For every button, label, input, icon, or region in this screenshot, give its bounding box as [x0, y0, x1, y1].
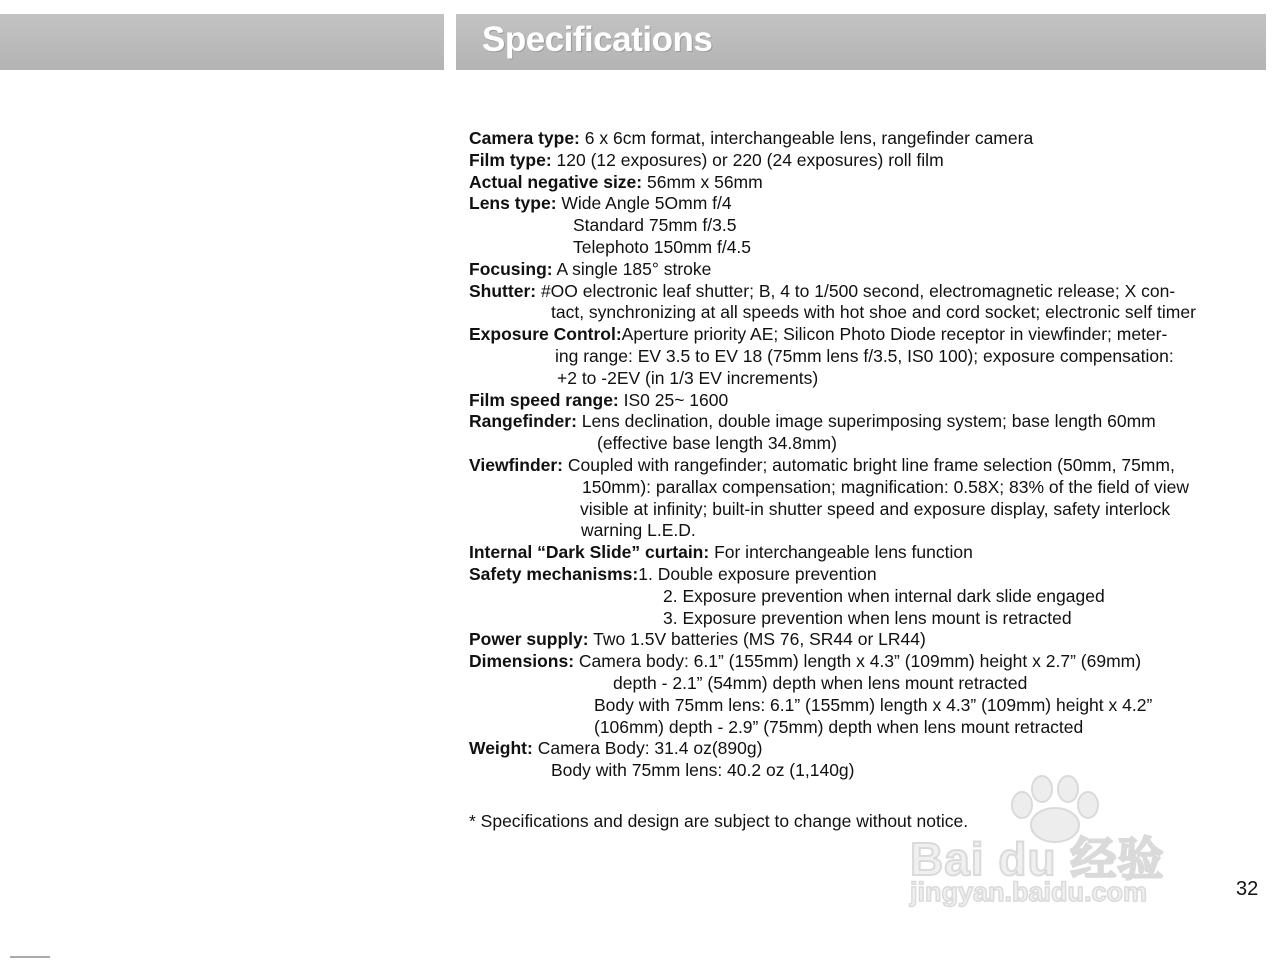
spec-value: 1. Double exposure prevention: [638, 563, 877, 584]
spec-key: Power supply:: [469, 629, 589, 650]
spec-value: ing range: EV 3.5 to EV 18 (75mm lens f/3.5, IS0 100); exposure compensation:: [555, 345, 1174, 366]
spec-value: Two 1.5V batteries (MS 76, SR44 or LR44): [588, 629, 926, 650]
spec-line: [469, 433, 1259, 455]
spec-line: [469, 564, 1259, 586]
spec-line: [469, 346, 1259, 368]
spec-value: tact, synchronizing at all speeds with hot shoe and cord socket; electronic self timer: [551, 302, 1196, 323]
spec-key: Film type:: [469, 149, 552, 170]
spec-line: [469, 390, 1259, 412]
spec-line: [469, 368, 1259, 390]
spec-line: [469, 608, 1259, 630]
specifications-list: [469, 128, 1259, 782]
spec-key: Viewfinder:: [469, 454, 564, 475]
spec-value: 2. Exposure prevention when internal dark slide engaged: [663, 585, 1105, 606]
spec-key: Dimensions:: [469, 651, 575, 672]
spec-line: [469, 542, 1259, 564]
spec-value: (effective base length 34.8mm): [597, 433, 837, 454]
spec-line: [469, 302, 1259, 324]
spec-value: Lens declination, double image superimposing system; base length 60mm: [576, 411, 1156, 432]
spec-line: [469, 324, 1259, 346]
spec-line: [469, 172, 1259, 194]
spec-key: Internal “Dark Slide” curtain:: [469, 542, 710, 563]
spec-value: 150mm): parallax compensation; magnification: 0.58X; 83% of the field of view: [582, 476, 1189, 497]
spec-value: visible at infinity; built-in shutter speed and exposure display, safety interlock: [580, 498, 1171, 519]
spec-value: 6 x 6cm format, interchangeable lens, rangefinder camera: [579, 128, 1034, 148]
header-band-left: [0, 14, 444, 70]
spec-key: Focusing:: [469, 258, 553, 279]
spec-line: [469, 193, 1259, 215]
spec-value: Body with 75mm lens: 40.2 oz (1,140g): [551, 760, 855, 781]
spec-line: [469, 128, 1259, 150]
spec-key: Camera type:: [469, 128, 580, 148]
spec-key: Safety mechanisms:: [469, 563, 639, 584]
watermark-url: jingyan.baidu.com: [910, 877, 1148, 907]
spec-value: 3. Exposure prevention when lens mount is retracted: [663, 607, 1072, 628]
spec-line: [469, 651, 1259, 673]
spec-line: [469, 477, 1259, 499]
spec-value: Body with 75mm lens: 6.1” (155mm) length x 4.3” (109mm) height x 4.2”: [594, 694, 1153, 715]
spec-line: [469, 281, 1259, 303]
spec-value: +2 to -2EV (in 1/3 EV increments): [557, 367, 819, 388]
spec-line: [469, 717, 1259, 739]
spec-line: [469, 586, 1259, 608]
spec-line: [469, 695, 1259, 717]
spec-key: Shutter:: [469, 280, 537, 301]
spec-key: Rangefinder:: [469, 411, 577, 432]
spec-line: [469, 215, 1259, 237]
spec-value: (106mm) depth - 2.9” (75mm) depth when lens mount retracted: [594, 716, 1084, 737]
spec-value: Standard 75mm f/3.5: [573, 215, 737, 236]
spec-line: [469, 411, 1259, 433]
spec-line: [469, 259, 1259, 281]
spec-key: Film speed range:: [469, 389, 619, 410]
spec-value: Coupled with rangefinder; automatic bright line frame selection (50mm, 75mm,: [563, 454, 1175, 475]
page-title: Specifications: [482, 20, 713, 59]
spec-value: Camera Body: 31.4 oz(890g): [532, 738, 763, 759]
spec-value: Aperture priority AE; Silicon Photo Diode receptor in viewfinder; meter-: [621, 324, 1168, 345]
spec-line: [469, 520, 1259, 542]
spec-line: [469, 673, 1259, 695]
spec-value: 56mm x 56mm: [642, 171, 763, 192]
watermark-brand: Bai du 经验: [910, 833, 1165, 885]
spec-value: warning L.E.D.: [581, 520, 696, 541]
header-band: [456, 14, 1266, 70]
spec-line: [469, 629, 1259, 651]
spec-key: Lens type:: [469, 193, 557, 214]
spec-key: Actual negative size:: [469, 171, 643, 192]
spec-key: Weight:: [469, 738, 533, 759]
spec-line: [469, 455, 1259, 477]
spec-line: [469, 150, 1259, 172]
spec-value: #OO electronic leaf shutter; B, 4 to 1/500 second, electromagnetic release; X con-: [536, 280, 1176, 301]
spec-value: IS0 25~ 1600: [618, 389, 729, 410]
spec-value: Camera body: 6.1” (155mm) length x 4.3” (109mm) height x 2.7” (69mm): [574, 651, 1142, 672]
spec-line: [469, 499, 1259, 521]
spec-value: For interchangeable lens function: [709, 542, 973, 563]
spec-line: [469, 237, 1259, 259]
footnote: * Specifications and design are subject to change without notice.: [469, 811, 969, 831]
spec-value: Wide Angle 5Omm f/4: [556, 193, 732, 214]
spec-value: depth - 2.1” (54mm) depth when lens mount retracted: [613, 672, 1028, 693]
baidu-watermark: [905, 775, 1205, 915]
page-number: 32: [1236, 878, 1259, 900]
spec-key: Exposure Control:: [469, 324, 622, 345]
spec-value: A single 185° stroke: [552, 258, 712, 279]
corner-mark: [10, 956, 50, 958]
spec-value: Telephoto 150mm f/4.5: [573, 236, 752, 257]
spec-value: 120 (12 exposures) or 220 (24 exposures) roll film: [551, 149, 944, 170]
spec-line: [469, 738, 1259, 760]
